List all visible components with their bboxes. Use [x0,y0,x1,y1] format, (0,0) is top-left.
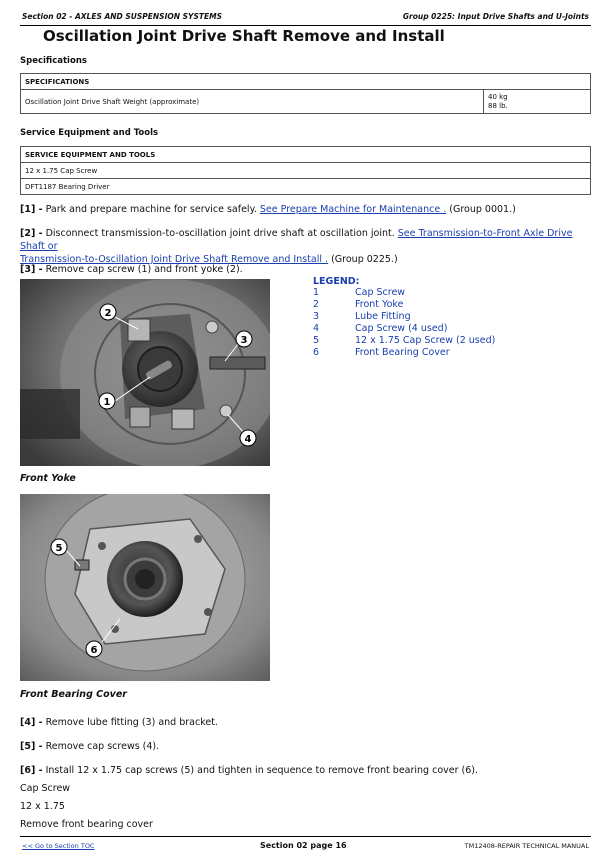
step-number: [3] - [20,264,43,275]
legend-label: Front Bearing Cover [355,347,450,358]
callout-5 [51,539,67,555]
callout-6 [86,641,102,657]
specifications-table [20,73,591,114]
step-number: [2] - [20,228,43,239]
legend-number: 3 [313,311,320,322]
legend-label: Cap Screw [355,287,406,298]
step-number: [4] - [20,717,43,728]
spec-value-kg: 40 kg [488,92,508,101]
legend-item [313,287,495,299]
header-group: Group 0225: Input Drive Shafts and U-Joints [402,12,589,21]
equipment-row: DFT1187 Bearing Driver [21,179,591,195]
step-3 [20,264,243,275]
svg-text:5: 5 [55,543,63,554]
note-cap-screw: Cap Screw [20,783,71,794]
specifications-table-header: SPECIFICATIONS [21,74,591,90]
equipment-table [20,146,591,195]
svg-text:4: 4 [244,434,252,445]
step-text: Disconnect transmission-to-oscillation joint drive shaft at oscillation joint. [42,228,398,239]
callout-2 [100,304,116,320]
callout-3 [236,331,252,347]
step-number: [1] - [20,204,43,215]
front-yoke-photo [20,279,270,466]
drive-shaft-link[interactable]: See Transmission-to-Front Axle Drive Shaft or [20,228,573,252]
step-number: [6] - [20,765,43,776]
equipment-heading: Service Equipment and Tools [20,128,159,138]
legend-label: Front Yoke [355,299,404,310]
legend-item [313,347,495,359]
spec-value-lb: 88 lb. [488,101,508,110]
step-2 [20,227,595,266]
note-remove-cover: Remove front bearing cover [20,819,153,830]
equipment-table-header: SERVICE EQUIPMENT AND TOOLS [21,147,591,163]
step-4 [20,717,218,728]
front-bearing-cover-caption: Front Bearing Cover [20,689,127,700]
svg-text:3: 3 [240,335,248,346]
step-text: Remove cap screw (1) and front yoke (2). [42,264,243,275]
svg-text:6: 6 [90,645,98,656]
callout-1 [99,393,115,409]
legend-item [313,299,495,311]
legend-title: LEGEND: [313,276,360,287]
legend-number: 1 [313,287,320,298]
legend-number: 2 [313,299,320,310]
spec-row-label: Oscillation Joint Drive Shaft Weight (approximate) [21,90,484,114]
legend-item [313,335,495,347]
page-number: Section 02 page 16 [260,841,347,850]
drive-shaft-link-continued[interactable]: Transmission-to-Oscillation Joint Drive Shaft Remove and Install . [20,254,329,265]
step-1 [20,204,516,215]
note-size: 12 x 1.75 [20,801,65,812]
step-number: [5] - [20,741,43,752]
callout-4 [240,430,256,446]
page-header [20,9,591,26]
svg-text:1: 1 [103,397,111,408]
legend-label: Lube Fitting [355,311,411,322]
legend-item [313,311,495,323]
page-title: Oscillation Joint Drive Shaft Remove and Install [43,27,445,45]
step-text: Park and prepare machine for service safely. [42,204,260,215]
step-tail: (Group 0001.) [446,204,516,215]
step-text: Remove lube fitting (3) and bracket. [42,717,218,728]
legend-number: 5 [313,335,320,346]
header-section: Section 02 - AXLES AND SUSPENSION SYSTEMS [22,12,222,21]
equipment-row: 12 x 1.75 Cap Screw [21,163,591,179]
step-text: Remove cap screws (4). [42,741,160,752]
manual-id: TM12408-REPAIR TECHNICAL MANUAL [464,842,589,850]
legend-number: 4 [313,323,320,334]
legend-number: 6 [313,347,320,358]
page-footer [20,836,591,850]
legend-item [313,323,495,335]
legend-label: Cap Screw (4 used) [355,323,448,334]
front-bearing-cover-photo [20,494,270,681]
spec-row-value [484,90,591,114]
svg-text:2: 2 [104,308,112,319]
step-6 [20,765,478,776]
section-toc-link[interactable]: << Go to Section TOC [22,842,95,850]
legend [313,276,495,359]
legend-label: 12 x 1.75 Cap Screw (2 used) [355,335,496,346]
step-5 [20,741,159,752]
prepare-machine-link[interactable]: See Prepare Machine for Maintenance . [259,204,447,215]
specifications-heading: Specifications [20,56,87,66]
front-yoke-caption: Front Yoke [20,473,76,484]
step-tail: (Group 0225.) [328,254,398,265]
step-text: Install 12 x 1.75 cap screws (5) and tighten in sequence to remove front bearing cover (6). [42,765,479,776]
